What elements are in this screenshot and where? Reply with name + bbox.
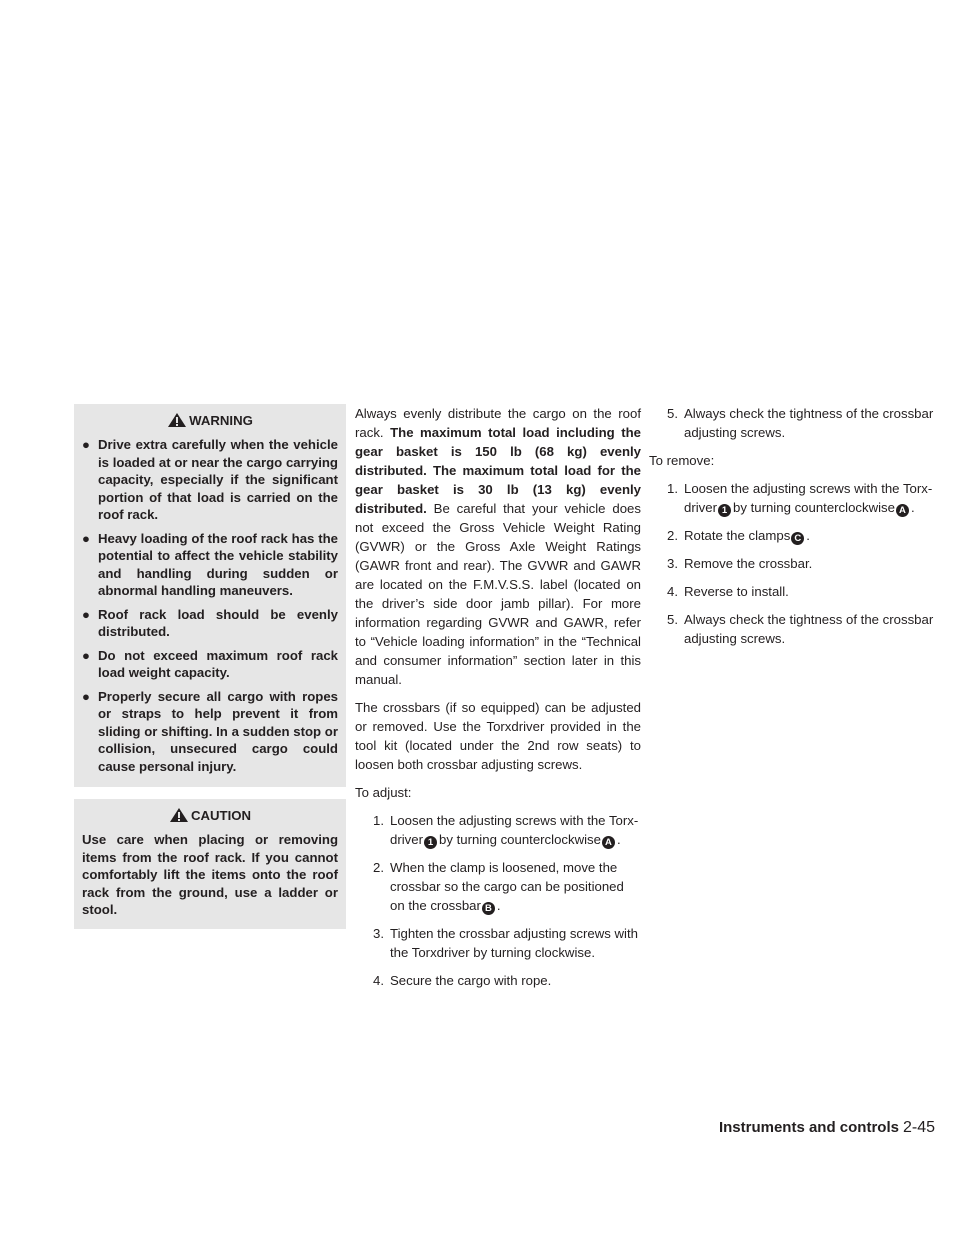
caution-triangle-icon — [169, 807, 189, 830]
right-column — [649, 404, 937, 657]
warning-triangle-icon — [167, 412, 187, 435]
callout-marker: B — [482, 902, 495, 915]
list-item: 5. Always check the tightness of the crossbar adjusting screws. — [667, 406, 934, 440]
warning-heading — [82, 410, 338, 432]
callout-marker: C — [791, 532, 804, 545]
warning-item: ● Properly secure all cargo with ropes or straps to help prevent it from sliding or shifting. In a sudden stop or collision, unsecured cargo could cause personal injury. — [82, 688, 338, 774]
warning-title: WARNING — [189, 413, 253, 428]
adjust-label: To adjust: — [355, 785, 412, 800]
caution-text: Use care when placing or removing items from the roof rack. If you cannot comfortably lift the items onto the roof rack from the ground, use a ladder or stool. — [82, 832, 338, 917]
warning-list — [82, 436, 338, 775]
caution-title: CAUTION — [190, 808, 252, 823]
left-column — [74, 404, 346, 929]
warning-item: ● Heavy loading of the roof rack has the potential to affect the vehicle stability and handling during sudden or abnormal handling maneuvers. — [82, 530, 338, 598]
list-item: 2. Rotate the clamps C . — [667, 528, 810, 544]
max-load-text: The maximum total load including the gear basket is 150 lb (68 kg) evenly distributed. The maximum total load for the gear basket is 30 lb (13 kg) evenly distributed. — [355, 425, 641, 516]
list-item: 5. Always check the tightness of the crossbar adjusting screws. — [667, 612, 934, 646]
warning-item: ● Do not exceed maximum roof rack load weight capacity. — [82, 647, 338, 680]
callout-marker: A — [602, 836, 615, 849]
list-item: 1. Loosen the adjusting screws with the Torx-driver 1 by turning counterclockwise A . — [373, 813, 639, 848]
warning-box — [74, 404, 346, 787]
adjust-steps-continued — [649, 404, 937, 442]
list-item: 4. Secure the cargo with rope. — [373, 973, 552, 988]
load-paragraph: Always evenly distribute the cargo on the roof rack. The maximum total load including the gear basket is 150 lb (68 kg) evenly distributed. The maximum total load for the gear basket is 30 lb (13 kg) evenly distributed. Be careful that your vehicle does not exceed the Gross Vehicle Weight Rating (GVWR) or the Gross Axle Weight Ratings (GAWR front and rear). The GVWR and GAWR are located on the F.M.V.S.S. label (located on the driver’s side door jamb pillar). For more information regarding GVWR and GAWR, refer to “Vehicle loading information” in the “Technical and consumer information” section later in this manual. — [355, 406, 641, 687]
middle-column — [355, 404, 641, 999]
crossbar-paragraph: The crossbars (if so equipped) can be adjusted or removed. Use the Torxdriver provided in the tool kit (located under the 2nd row seats) to loosen both crossbar adjusting screws. — [355, 700, 641, 772]
callout-marker: 1 — [424, 836, 437, 849]
list-item: 1. Loosen the adjusting screws with the Torx-driver 1 by turning counterclockwise A . — [667, 481, 933, 516]
caution-heading — [82, 805, 338, 827]
warning-item: ● Drive extra carefully when the vehicle is loaded at or near the cargo carrying capacity, especially if the significant portion of that load is carried on the roof rack. — [82, 437, 338, 522]
callout-marker: 1 — [718, 504, 731, 517]
list-item: 4. Reverse to install. — [667, 584, 789, 599]
callout-marker: A — [896, 504, 909, 517]
remove-steps — [649, 479, 937, 648]
caution-box — [74, 799, 346, 929]
list-item: 2. When the clamp is loosened, move the crossbar so the cargo can be positioned on the crossbar B . — [373, 860, 624, 914]
remove-label: To remove: — [649, 453, 715, 468]
page-number: 2-45 — [902, 1119, 935, 1136]
list-item: 3. Tighten the crossbar adjusting screws with the Torxdriver by turning clockwise. — [373, 926, 638, 960]
page-footer — [719, 1118, 935, 1137]
section-name: Instruments and controls — [718, 1119, 899, 1136]
warning-item: ● Roof rack load should be evenly distributed. — [82, 606, 338, 639]
list-item: 3. Remove the crossbar. — [667, 556, 813, 571]
adjust-steps — [355, 811, 641, 990]
